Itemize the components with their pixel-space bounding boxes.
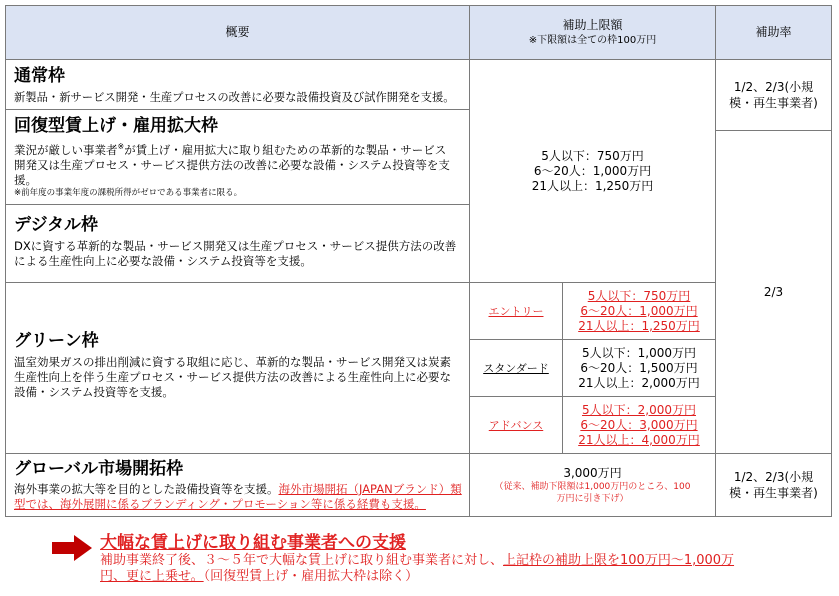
row-global <box>5 453 470 517</box>
green-entry-amount-2: 6～20人：1,000万円 <box>580 303 698 318</box>
green-standard-label-cell <box>469 339 563 397</box>
rate-middle-text: 2/3 <box>763 285 784 299</box>
green-title: グリーン枠 <box>14 331 99 351</box>
rate-top-text: 1/2、2/3(小規模・再生事業者) <box>729 80 818 110</box>
limit-global-amount: 3,000万円 <box>563 465 622 480</box>
green-entry-amount-1: 5人以下：750万円 <box>587 288 691 303</box>
kaifuku-desc-1: 業況が厳しい事業者 <box>14 142 118 157</box>
tsujo-desc: 新製品・新サービス開発・生産プロセスの改善に必要な設備投資及び試作開発を支援。 <box>14 91 455 104</box>
row-digital <box>5 204 470 283</box>
limit-global <box>469 453 716 517</box>
kaifuku-title: 回復型賃上げ・雇用拡大枠 <box>14 116 218 136</box>
green-entry-amount-3: 21人以上：1,250万円 <box>578 318 700 333</box>
header-limit-title: 補助上限額 <box>562 17 623 32</box>
green-advance-label: アドバンス <box>488 419 544 432</box>
header-overview-label: 概要 <box>225 25 250 39</box>
green-standard-amount-1: 5人以下：1,000万円 <box>582 345 696 360</box>
rate-bottom-text: 1/2、2/3(小規模・再生事業者) <box>729 470 818 500</box>
kaifuku-desc-mark: ※ <box>117 142 125 151</box>
bottom-text-1: 補助事業終了後、３～５年で大幅な賃上げに取り組む事業者に対し、 <box>100 553 504 568</box>
row-kaifuku <box>5 109 470 205</box>
header-limit-note: ※下限額は全ての枠100万円 <box>528 34 657 46</box>
green-advance-amount-3: 21人以上：4,000万円 <box>578 432 700 447</box>
header-rate-label: 補助率 <box>755 25 792 39</box>
kaifuku-note: ※前年度の事業年度の課税所得がゼロである事業者に限る。 <box>14 187 243 198</box>
green-advance-amount-2: 6～20人：3,000万円 <box>580 417 698 432</box>
green-standard-label: スタンダード <box>483 362 549 375</box>
header-rate <box>715 5 832 60</box>
global-title: グローバル市場開拓枠 <box>14 459 184 479</box>
global-desc <box>14 482 464 512</box>
green-advance-label-cell <box>469 396 563 454</box>
green-standard-amount-3: 21人以上：2,000万円 <box>578 375 700 390</box>
bottom-callout <box>100 528 800 585</box>
global-desc-red: 海外市場開拓（JAPANブランド）類型では、海外展開に係るブランディング・プロモーション等に係る経費も支援。 <box>14 482 462 511</box>
kaifuku-desc-2: が賃上げ・雇用拡大に取り組むための革新的な製品・サービス開発又は生産プロセス・サービス提供方法の改善に必要な設備・システム投資等を支援。 <box>14 142 450 187</box>
limit-global-note: （従来、補助下限額は1,000万円のところ、100万円に引き下げ） <box>494 481 691 504</box>
rate-top <box>715 59 832 131</box>
bottom-title: 大幅な賃上げに取り組む事業者への支援 <box>100 533 406 553</box>
rate-bottom <box>715 453 832 517</box>
header-overview <box>5 5 470 60</box>
green-entry-label: エントリー <box>488 305 544 318</box>
green-advance-amount-1: 5人以下：2,000万円 <box>582 402 696 417</box>
bottom-text-2: （回復型賃上げ・雇用拡大枠は除く） <box>203 569 419 584</box>
digital-title: デジタル枠 <box>14 215 98 235</box>
right-arrow-icon <box>52 535 92 561</box>
row-green <box>5 282 470 454</box>
global-desc-black: 海外事業の拡大等を目的とした設備投資等を支援。 <box>14 482 279 496</box>
bottom-text <box>100 553 740 585</box>
header-limit <box>469 5 716 60</box>
digital-desc: DXに資する革新的な製品・サービス開発又は生産プロセス・サービス提供方法の改善による生産性向上に必要な設備・システム投資等を支援。 <box>14 239 457 268</box>
limit-shared <box>469 59 716 283</box>
green-desc: 温室効果ガスの排出削減に資する取組に応じ、革新的な製品・サービス開発又は炭素生産性向上を伴う生産プロセス・サービス提供方法の改善による生産性向上に必要な設備・システム投資等を支援。 <box>14 355 451 399</box>
row-tsujo <box>5 59 470 110</box>
green-standard-amounts <box>562 339 716 397</box>
rate-middle <box>715 130 832 454</box>
limit-shared-line-3: 21人以上：1,250万円 <box>531 178 654 193</box>
tsujo-title: 通常枠 <box>14 66 65 86</box>
green-advance-amounts <box>562 396 716 454</box>
green-entry-label-cell <box>469 282 563 340</box>
limit-shared-line-1: 5人以下：750万円 <box>541 148 644 163</box>
kaifuku-desc <box>14 139 454 188</box>
green-standard-amount-2: 6～20人：1,500万円 <box>580 360 698 375</box>
limit-shared-line-2: 6～20人：1,000万円 <box>533 163 652 178</box>
green-entry-amounts <box>562 282 716 340</box>
bottom-text-underlined: 上記枠の補助上限を100万円～1,000万円、更に上乗せ。 <box>100 553 735 584</box>
